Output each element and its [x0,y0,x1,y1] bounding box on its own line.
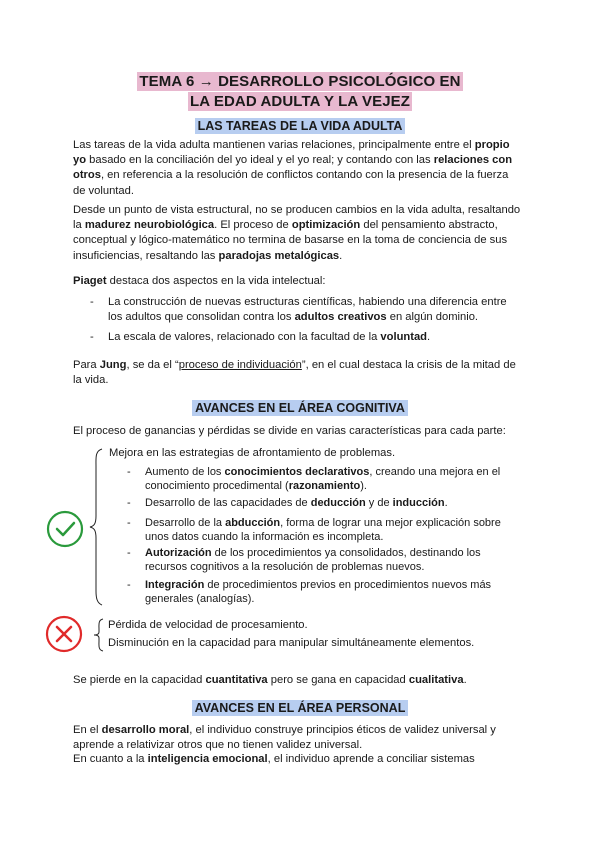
heading-area-personal: AVANCES EN EL ÁREA PERSONAL [0,701,600,715]
paragraph-jung: Para Jung, se da el “proceso de individuación”, en el cual destaca la crisis de la mitad de la vida. [73,359,516,387]
loss-item-velocidad: Pérdida de velocidad de procesamiento. [108,619,308,631]
heading-area-cognitiva: AVANCES EN EL ÁREA COGNITIVA [0,401,600,415]
paragraph-desarrollo-moral: En el desarrollo moral, el individuo construye principios éticos de validez universal y aprende a relativizar otros que no tienen validez universal. [73,724,496,752]
gain-item-abduccion: - Desarrollo de la abducción, forma de lograr una mejor explicación sobre unos datos cuando la información es incompleta. [127,517,501,544]
check-circle-icon [46,510,84,548]
x-circle-icon [45,615,83,653]
gains-brace [88,446,104,608]
paragraph-tareas: Las tareas de la vida adulta mantienen varias relaciones, principalmente entre el propio yo basado en la conciliación del yo ideal y el yo real; y contando con las relaciones con otros, en referencia a la resolución de conflictos contando con la presencia de la fuerza de voluntad. [73,139,513,197]
list-item-valores: - La escala de valores, relacionado con la facultad de la voluntad. [90,331,431,343]
title-line-1: TEMA 6 → DESARROLLO PSICOLÓGICO EN [139,73,461,90]
gains-title: Mejora en las estrategias de afrontamiento de problemas. [109,447,396,459]
paragraph-estructural: Desde un punto de vista estructural, no se producen cambios en la vida adulta, resaltando la madurez neurobiológica. El proceso de optimización del pensamiento abstracto, conceptual y lógico-matemático no termina de basarse en la toma de conciencia de sus insuficiencias, resaltando las paradojas metalógicas. [73,204,521,262]
gain-item-conocimientos: - Aumento de los conocimientos declarativos, creando una mejora en el conocimiento procedimental (razonamiento). [127,466,501,493]
loss-item-manipulacion: Disminución en la capacidad para manipular simultáneamente elementos. [108,637,475,649]
gain-item-autorizacion: - Autorización de los procedimientos ya consolidados, destinando los recursos cognitivos a la resolución de problemas nuevos. [127,547,481,574]
heading-tareas-vida-adulta: LAS TAREAS DE LA VIDA ADULTA [0,119,600,133]
paragraph-cuantitativa-cualitativa: Se pierde en la capacidad cuantitativa pero se gana en capacidad cualitativa. [73,674,467,686]
gain-item-deduccion: - Desarrollo de las capacidades de deducción y de inducción. [127,497,448,509]
losses-brace [91,617,105,653]
paragraph-piaget: Piaget destaca dos aspectos en la vida intelectual: [73,275,326,287]
paragraph-ganancias-perdidas: El proceso de ganancias y pérdidas se divide en varias características para cada parte: [73,425,506,437]
paragraph-inteligencia-emocional: En cuanto a la inteligencia emocional, el individuo aprende a conciliar sistemas [73,753,475,765]
title-line-2: LA EDAD ADULTA Y LA VEJEZ [189,93,410,110]
gain-item-integracion: - Integración de procedimientos previos en procedimientos nuevos más generales (analogías). [127,579,492,606]
list-item-estructuras: - La construcción de nuevas estructuras científicas, habiendo una diferencia entre los adultos que consolidan contra los adultos creativos en algún dominio. [90,296,507,324]
